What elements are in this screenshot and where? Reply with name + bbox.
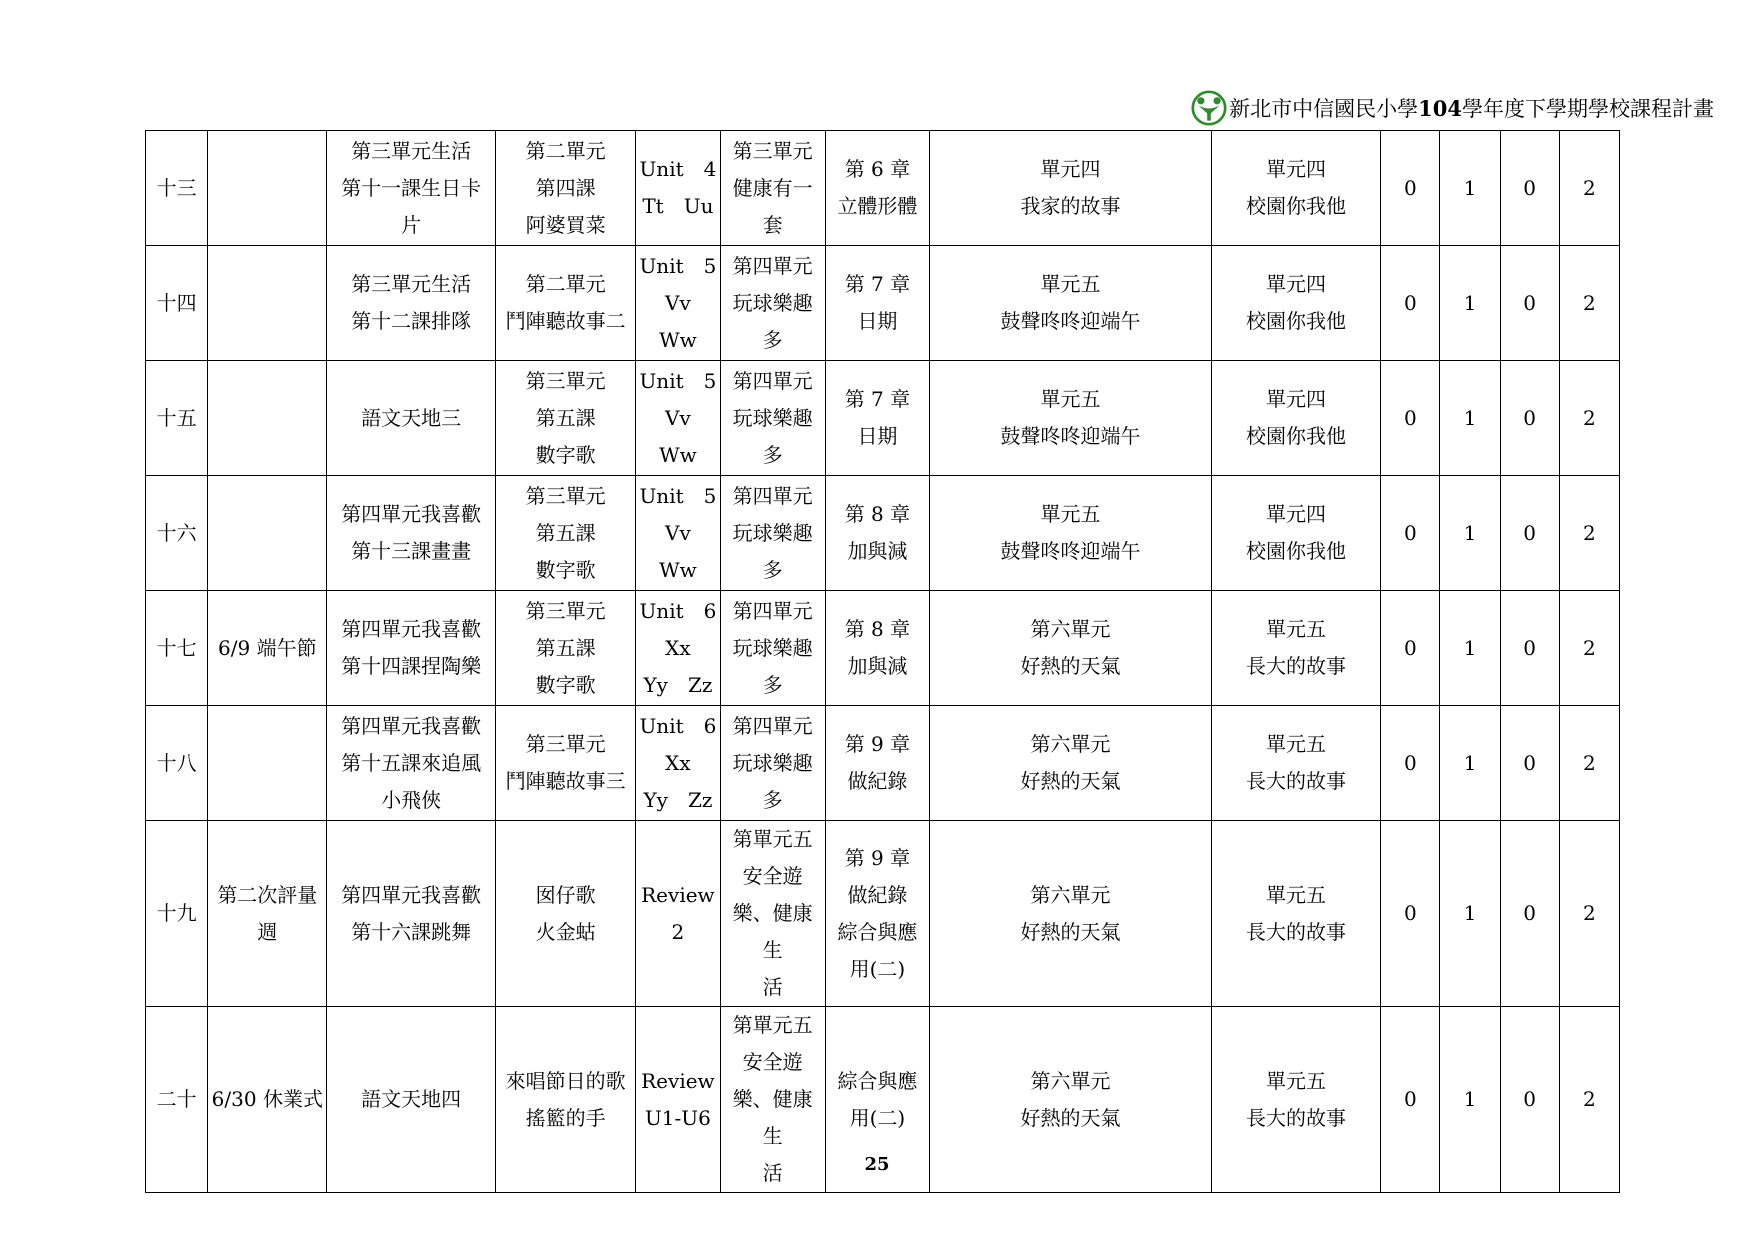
cell-line: 安全遊 — [742, 1050, 803, 1074]
life-unit-cell — [930, 131, 1212, 246]
life-unit-cell — [930, 591, 1212, 706]
document-title — [1229, 93, 1714, 123]
count-cell-1: 0 — [1381, 361, 1440, 476]
dialect-cell — [495, 131, 635, 246]
cell-line: Unit 5 — [639, 368, 717, 393]
cell-line: 單元四 — [1266, 502, 1327, 526]
dialect-cell — [495, 706, 635, 821]
count-cell-3: 0 — [1500, 1007, 1559, 1193]
life-unit-cell — [930, 706, 1212, 821]
cell-line: 多 — [762, 787, 783, 812]
cell-line: 來唱節日的歌 — [505, 1068, 626, 1093]
health-cell — [720, 821, 825, 1007]
academic-year: 104 — [1418, 96, 1462, 121]
cell-line: Unit 6 — [639, 713, 717, 738]
week-cell: 十六 — [146, 476, 208, 591]
cell-line: 鼓聲咚咚迎端午 — [1000, 424, 1141, 448]
cell-line: 第單元五 — [732, 827, 813, 851]
mandarin-cell — [327, 361, 495, 476]
cell-line: 多 — [762, 672, 783, 697]
cell-line: 鬥陣聽故事三 — [505, 769, 626, 793]
cell-line: 數字歌 — [535, 557, 596, 582]
table-row — [146, 361, 1620, 476]
event-cell — [208, 821, 327, 1007]
math-cell — [825, 706, 929, 821]
count-cell-2: 1 — [1440, 706, 1500, 821]
cell-line: 語文天地四 — [361, 1087, 462, 1111]
count-cell-1: 0 — [1381, 1007, 1440, 1193]
page-number: 25 — [864, 1154, 890, 1175]
cell-line: 第二次評量 — [217, 882, 318, 907]
cell-line: Unit 5 — [639, 253, 717, 278]
cell-line: Ww — [659, 557, 697, 582]
cell-line: Xx — [665, 750, 691, 775]
life-theme-cell — [1211, 706, 1380, 821]
cell-line: 樂、健康生 — [732, 901, 813, 962]
cell-line: 第四單元我喜歡 — [341, 713, 482, 738]
cell-line: 校園你我他 — [1246, 309, 1347, 333]
count-cell-2: 1 — [1440, 821, 1500, 1007]
life-theme-cell — [1211, 131, 1380, 246]
mandarin-cell — [327, 476, 495, 591]
mandarin-cell — [327, 591, 495, 706]
life-theme-cell — [1211, 591, 1380, 706]
mandarin-cell — [327, 246, 495, 361]
life-theme-cell — [1211, 821, 1380, 1007]
cell-line: 鬥陣聽故事二 — [505, 309, 626, 333]
life-theme-cell — [1211, 476, 1380, 591]
life-unit-cell — [930, 246, 1212, 361]
school-name: 新北市中信國民小學 — [1229, 97, 1419, 121]
event-cell — [208, 246, 327, 361]
week-cell: 十七 — [146, 591, 208, 706]
cell-line: 數字歌 — [535, 442, 596, 467]
cell-line: 單元四 — [1040, 157, 1101, 181]
cell-line: 多 — [762, 442, 783, 467]
cell-line: 綜合與應 — [837, 919, 918, 944]
cell-line: 數字歌 — [535, 672, 596, 697]
cell-line: 活 — [762, 975, 783, 999]
week-cell: 十三 — [146, 131, 208, 246]
cell-line: 第六單元 — [1030, 1068, 1111, 1093]
cell-line: 小飛俠 — [381, 787, 442, 812]
count-cell-3: 0 — [1500, 591, 1559, 706]
cell-line: 第六單元 — [1030, 732, 1111, 756]
cell-line: 校園你我他 — [1246, 194, 1347, 218]
cell-line: 玩球樂趣 — [732, 750, 813, 775]
english-cell — [636, 706, 720, 821]
cell-line: 第六單元 — [1030, 882, 1111, 907]
health-cell — [720, 476, 825, 591]
cell-line: 日期 — [857, 424, 898, 448]
cell-line: Ww — [659, 442, 697, 467]
week-cell: 十八 — [146, 706, 208, 821]
cell-line: Vv — [665, 520, 691, 545]
cell-line: Tt Uu — [642, 194, 714, 218]
dialect-cell — [495, 591, 635, 706]
cell-line: 加與減 — [847, 654, 908, 678]
cell-line: 加與減 — [847, 539, 908, 563]
cell-line: 玩球樂趣 — [732, 520, 813, 545]
cell-line: 第四單元 — [732, 598, 813, 623]
cell-line: 單元五 — [1040, 387, 1101, 411]
cell-line: 搖籃的手 — [525, 1105, 606, 1130]
cell-line: 套 — [762, 212, 783, 237]
cell-line: 多 — [762, 327, 783, 352]
cell-line: 第四單元我喜歡 — [341, 502, 482, 526]
table-row — [146, 821, 1620, 1007]
cell-line: 第二單元 — [525, 138, 606, 163]
cell-line: 鼓聲咚咚迎端午 — [1000, 309, 1141, 333]
cell-line: 第五課 — [535, 405, 596, 430]
health-cell — [720, 361, 825, 476]
cell-line: 第四單元 — [732, 713, 813, 738]
term-title: 學年度下學期學校課程計畫 — [1462, 97, 1714, 121]
cell-line: 第三單元 — [525, 368, 606, 393]
cell-line: 第三單元 — [525, 483, 606, 508]
life-unit-cell — [930, 361, 1212, 476]
math-cell — [825, 591, 929, 706]
week-cell: 十五 — [146, 361, 208, 476]
count-cell-4: 2 — [1559, 131, 1619, 246]
count-cell-2: 1 — [1440, 246, 1500, 361]
cell-line: 第六單元 — [1030, 617, 1111, 641]
cell-line: 第四單元 — [732, 483, 813, 508]
cell-line: 活 — [762, 1161, 783, 1185]
cell-line: 綜合與應 — [837, 1068, 918, 1093]
dialect-cell — [495, 821, 635, 1007]
cell-line: 好熱的天氣 — [1020, 769, 1121, 793]
cell-line: 第十一課生日卡 — [341, 175, 482, 200]
cell-line: 第四課 — [535, 175, 596, 200]
count-cell-4: 2 — [1559, 476, 1619, 591]
cell-line: 6/9 端午節 — [218, 635, 317, 660]
cell-line: 長大的故事 — [1246, 1105, 1347, 1130]
cell-line: 多 — [762, 557, 783, 582]
cell-line: 第四單元我喜歡 — [341, 617, 482, 641]
health-cell — [720, 246, 825, 361]
count-cell-4: 2 — [1559, 706, 1619, 821]
cell-line: 鼓聲咚咚迎端午 — [1000, 539, 1141, 563]
cell-line: Ww — [659, 327, 697, 352]
curriculum-table — [145, 130, 1620, 1193]
cell-line: 校園你我他 — [1246, 424, 1347, 448]
cell-line: 片 — [401, 212, 422, 237]
cell-line: 單元五 — [1266, 617, 1327, 641]
school-logo-icon — [1191, 90, 1227, 126]
event-cell — [208, 706, 327, 821]
table-row — [146, 591, 1620, 706]
cell-line: Yy Zz — [643, 672, 713, 697]
count-cell-1: 0 — [1381, 476, 1440, 591]
cell-line: 樂、健康生 — [732, 1087, 813, 1148]
table-row — [146, 476, 1620, 591]
count-cell-4: 2 — [1559, 591, 1619, 706]
mandarin-cell — [327, 131, 495, 246]
cell-line: 第十二課排隊 — [351, 309, 472, 333]
count-cell-3: 0 — [1500, 476, 1559, 591]
count-cell-2: 1 — [1440, 361, 1500, 476]
cell-line: 6/30 休業式 — [211, 1087, 323, 1111]
count-cell-2: 1 — [1440, 1007, 1500, 1193]
life-unit-cell — [930, 476, 1212, 591]
cell-line: Review — [641, 882, 715, 907]
cell-line: Review — [641, 1068, 715, 1093]
cell-line: 第 6 章 — [844, 157, 911, 181]
cell-line: Unit 5 — [639, 483, 717, 508]
cell-line: 第三單元 — [525, 598, 606, 623]
cell-line: 立體形體 — [837, 194, 918, 218]
cell-line: Unit 4 — [639, 157, 717, 181]
cell-line: 週 — [257, 919, 278, 944]
cell-line: 單元四 — [1266, 272, 1327, 296]
cell-line: 第三單元生活 — [351, 272, 472, 296]
table-row — [146, 246, 1620, 361]
cell-line: Vv — [665, 290, 691, 315]
english-cell — [636, 591, 720, 706]
cell-line: 第三單元生活 — [351, 138, 472, 163]
cell-line: 健康有一 — [732, 175, 813, 200]
cell-line: 好熱的天氣 — [1020, 919, 1121, 944]
cell-line: 長大的故事 — [1246, 769, 1347, 793]
cell-line: 第十五課來追風 — [341, 750, 482, 775]
count-cell-4: 2 — [1559, 821, 1619, 1007]
life-theme-cell — [1211, 361, 1380, 476]
count-cell-3: 0 — [1500, 246, 1559, 361]
week-cell: 十四 — [146, 246, 208, 361]
cell-line: 第五課 — [535, 635, 596, 660]
cell-line: 長大的故事 — [1246, 919, 1347, 944]
mandarin-cell — [327, 821, 495, 1007]
cell-line: 第 9 章 — [844, 845, 911, 870]
count-cell-4: 2 — [1559, 1007, 1619, 1193]
cell-line: 做紀錄 — [847, 769, 908, 793]
english-cell — [636, 246, 720, 361]
cell-line: 第四單元我喜歡 — [341, 882, 482, 907]
dialect-cell — [495, 361, 635, 476]
count-cell-3: 0 — [1500, 361, 1559, 476]
cell-line: Xx — [665, 635, 691, 660]
count-cell-1: 0 — [1381, 706, 1440, 821]
cell-line: 第 8 章 — [844, 502, 911, 526]
english-cell — [636, 821, 720, 1007]
count-cell-1: 0 — [1381, 591, 1440, 706]
count-cell-4: 2 — [1559, 246, 1619, 361]
count-cell-2: 1 — [1440, 476, 1500, 591]
event-cell — [208, 476, 327, 591]
dialect-cell — [495, 246, 635, 361]
cell-line: 我家的故事 — [1020, 194, 1121, 218]
cell-line: Unit 6 — [639, 598, 717, 623]
cell-line: 第五課 — [535, 520, 596, 545]
cell-line: 第四單元 — [732, 368, 813, 393]
english-cell — [636, 476, 720, 591]
math-cell — [825, 131, 929, 246]
cell-line: 玩球樂趣 — [732, 405, 813, 430]
cell-line: 2 — [671, 919, 685, 944]
count-cell-2: 1 — [1440, 591, 1500, 706]
curriculum-table-body — [146, 131, 1620, 1193]
english-cell — [636, 131, 720, 246]
mandarin-cell — [327, 706, 495, 821]
event-cell — [208, 131, 327, 246]
cell-line: 好熱的天氣 — [1020, 654, 1121, 678]
week-cell: 十九 — [146, 821, 208, 1007]
cell-line: 做紀錄 — [847, 882, 908, 907]
cell-line: 用(二) — [849, 1105, 906, 1130]
math-cell — [825, 821, 929, 1007]
cell-line: 單元五 — [1266, 882, 1327, 907]
table-row — [146, 706, 1620, 821]
cell-line: U1-U6 — [644, 1105, 711, 1130]
event-cell — [208, 591, 327, 706]
count-cell-2: 1 — [1440, 131, 1500, 246]
cell-line: 囡仔歌 — [535, 882, 596, 907]
life-unit-cell — [930, 821, 1212, 1007]
count-cell-3: 0 — [1500, 706, 1559, 821]
cell-line: 長大的故事 — [1246, 654, 1347, 678]
event-cell — [208, 361, 327, 476]
math-cell — [825, 246, 929, 361]
cell-line: 第十六課跳舞 — [351, 919, 472, 944]
cell-line: 安全遊 — [742, 864, 803, 888]
cell-line: 日期 — [857, 309, 898, 333]
english-cell — [636, 361, 720, 476]
count-cell-3: 0 — [1500, 131, 1559, 246]
math-cell — [825, 476, 929, 591]
life-theme-cell — [1211, 246, 1380, 361]
cell-line: Yy Zz — [643, 787, 713, 812]
document-header — [1191, 90, 1714, 126]
count-cell-1: 0 — [1381, 821, 1440, 1007]
cell-line: Vv — [665, 405, 691, 430]
cell-line: 第單元五 — [732, 1013, 813, 1037]
cell-line: 火金蛄 — [535, 919, 596, 944]
cell-line: 玩球樂趣 — [732, 290, 813, 315]
cell-line: 阿婆買菜 — [525, 212, 606, 237]
health-cell — [720, 131, 825, 246]
cell-line: 單元四 — [1266, 157, 1327, 181]
count-cell-1: 0 — [1381, 131, 1440, 246]
cell-line: 語文天地三 — [361, 405, 462, 430]
cell-line: 用(二) — [849, 956, 906, 981]
cell-line: 好熱的天氣 — [1020, 1105, 1121, 1130]
cell-line: 玩球樂趣 — [732, 635, 813, 660]
cell-line: 第三單元 — [525, 732, 606, 756]
health-cell — [720, 591, 825, 706]
cell-line: 第 8 章 — [844, 617, 911, 641]
count-cell-3: 0 — [1500, 821, 1559, 1007]
week-cell: 二十 — [146, 1007, 208, 1193]
cell-line: 第十三課畫畫 — [351, 539, 472, 563]
cell-line: 第四單元 — [732, 253, 813, 278]
cell-line: 第 9 章 — [844, 732, 911, 756]
dialect-cell — [495, 476, 635, 591]
cell-line: 單元五 — [1040, 502, 1101, 526]
cell-line: 單元五 — [1040, 272, 1101, 296]
math-cell — [825, 361, 929, 476]
cell-line: 第三單元 — [732, 138, 813, 163]
cell-line: 第 7 章 — [844, 387, 911, 411]
cell-line: 第十四課捏陶樂 — [341, 654, 482, 678]
count-cell-1: 0 — [1381, 246, 1440, 361]
cell-line: 校園你我他 — [1246, 539, 1347, 563]
cell-line: 單元五 — [1266, 732, 1327, 756]
cell-line: 單元四 — [1266, 387, 1327, 411]
cell-line: 第二單元 — [525, 272, 606, 296]
count-cell-4: 2 — [1559, 361, 1619, 476]
cell-line: 單元五 — [1266, 1068, 1327, 1093]
cell-line: 第 7 章 — [844, 272, 911, 296]
table-row — [146, 131, 1620, 246]
health-cell — [720, 706, 825, 821]
